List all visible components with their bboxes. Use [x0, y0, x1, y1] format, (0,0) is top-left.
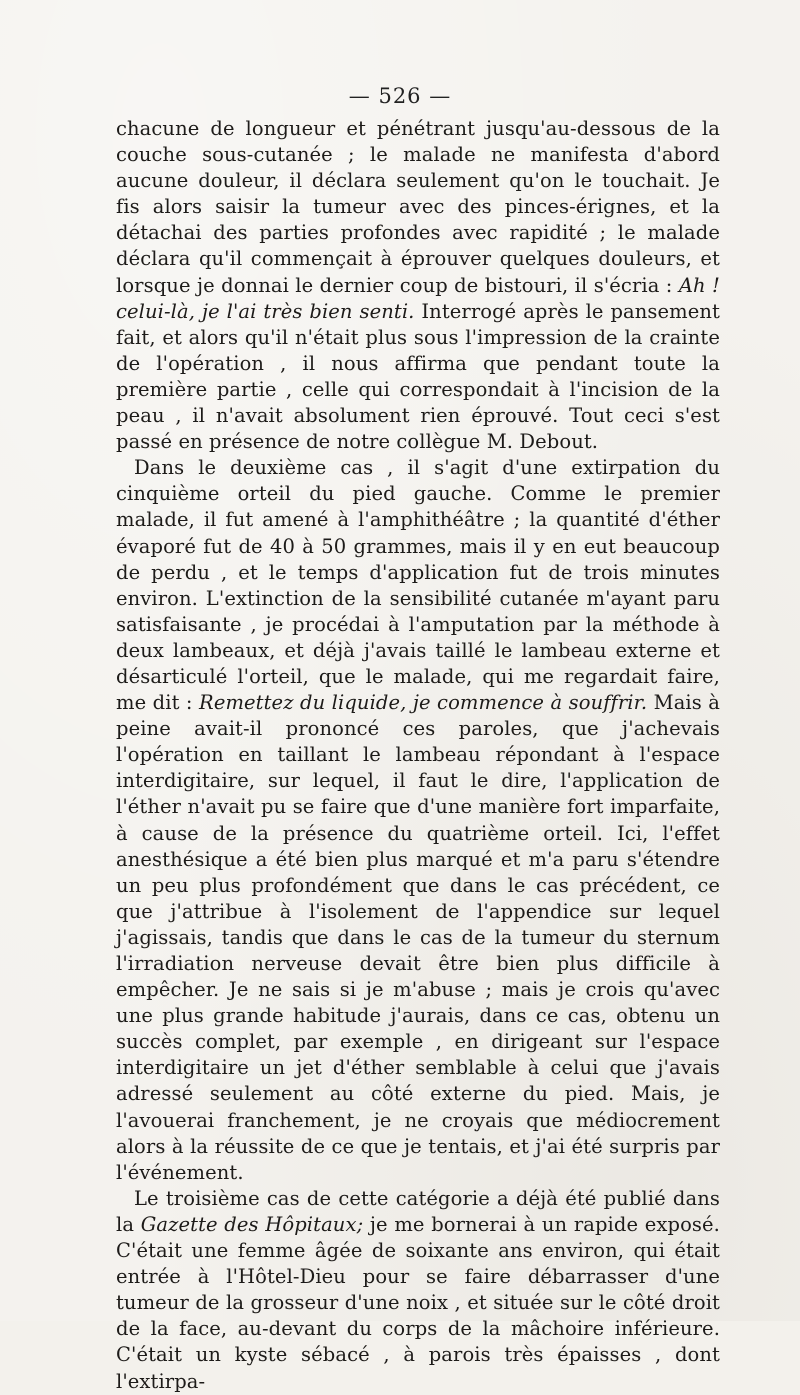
paragraph-2-text-a: Dans le deuxième cas , il s'agit d'une extirpation du cinquième orteil du pied gauche. Comme le premier malade, il fut amené à l'amphithéâtre ; la quantité d'éther évaporé fut de 40 à 50 grammes, mais il y en eut beaucoup de perdu , et le temps d'application fut de trois minutes environ. L'extinction de la sensibilité cutanée m'ayant paru satisfaisante , je procédai à l'amputation par la méthode à deux lambeaux, et déjà j'avais taillé le lambeau externe et désarticulé l'orteil, que le malade, qui me regardait faire, me dit :	[116, 456, 720, 715]
body-text	[116, 116, 720, 1395]
paragraph-1-text-b: Interrogé après le pansement fait, et alors qu'il n'était plus sous l'impression de la crainte de l'opération , il nous affirma que pendant toute la première partie , celle qui correspondait à l'incision de la peau , il n'avait absolument rien éprouvé. Tout ceci s'est passé en présence de notre collègue M. Debout.	[116, 299, 720, 454]
paragraph-2-text-b: Mais à peine avait-il prononcé ces paroles, que j'achevais l'opération en taillant le lambeau répondant à l'espace interdigitaire, sur lequel, il faut le dire, l'application de l'éther n'avait pu se faire que d'une manière fort imparfaite, à cause de la présence du quatrième orteil. Ici, l'effet anesthésique a été bien plus marqué et m'a paru s'étendre un peu plus profondément que dans le cas précédent, ce que j'attribue à l'isolement de l'appendice sur lequel j'agissais, tandis que dans le cas de la tumeur du sternum l'irradiation nerveuse devait être bien plus difficile à empêcher. Je ne sais si je m'abuse ; mais je crois qu'avec une plus grande habitude j'aurais, dans ce cas, obtenu un succès complet, par exemple , en dirigeant sur l'espace interdigitaire un jet d'éther semblable à celui que j'avais adressé seulement au côté externe du pied. Mais, je l'avouerai franchement, je ne croyais que médiocrement alors à la réussite de ce que je tentais, et j'ai été surpris par l'événement.	[116, 691, 721, 1184]
paragraph-1-text-a: chacune de longueur et pénétrant jusqu'au-dessous de la couche sous-cutanée ; le malade ne manifesta d'abord aucune douleur, il déclara seulement qu'on le touchait. Je fis alors saisir la tumeur avec des pinces-érignes, et la détachai des parties profondes avec rapidité ; le malade déclara qu'il commençait à éprouver quelques douleurs, et lorsque je donnai le dernier coup de bistouri, il s'écria :	[116, 117, 720, 297]
paragraph-2-italic-quote: Remettez du liquide, je commence à souffrir.	[199, 691, 648, 715]
paragraph-3-italic-journal: Gazette des Hôpitaux;	[140, 1212, 364, 1236]
paragraph-3-text-a: Le troisième cas de cette catégorie a déjà été publié dans la	[116, 1186, 720, 1236]
paragraph-1-italic-quote: Ah ! celui-là, je l'ai très bien senti.	[116, 273, 720, 323]
page-number: — 526 —	[348, 84, 452, 108]
paragraph-3-text-b: je me bornerai à un rapide exposé. C'était une femme âgée de soixante ans environ, qui était entrée à l'Hôtel-Dieu pour se faire débarrasser d'une tumeur de la grosseur d'une noix , et située sur le côté droit de la face, au-devant du corps de la mâchoire inférieure. C'était un kyste sébacé , à parois très épaisses , dont l'extirpa-	[116, 1212, 720, 1393]
paragraph-1	[116, 116, 720, 455]
paragraph-2	[116, 455, 720, 1186]
paragraph-3	[116, 1186, 720, 1395]
